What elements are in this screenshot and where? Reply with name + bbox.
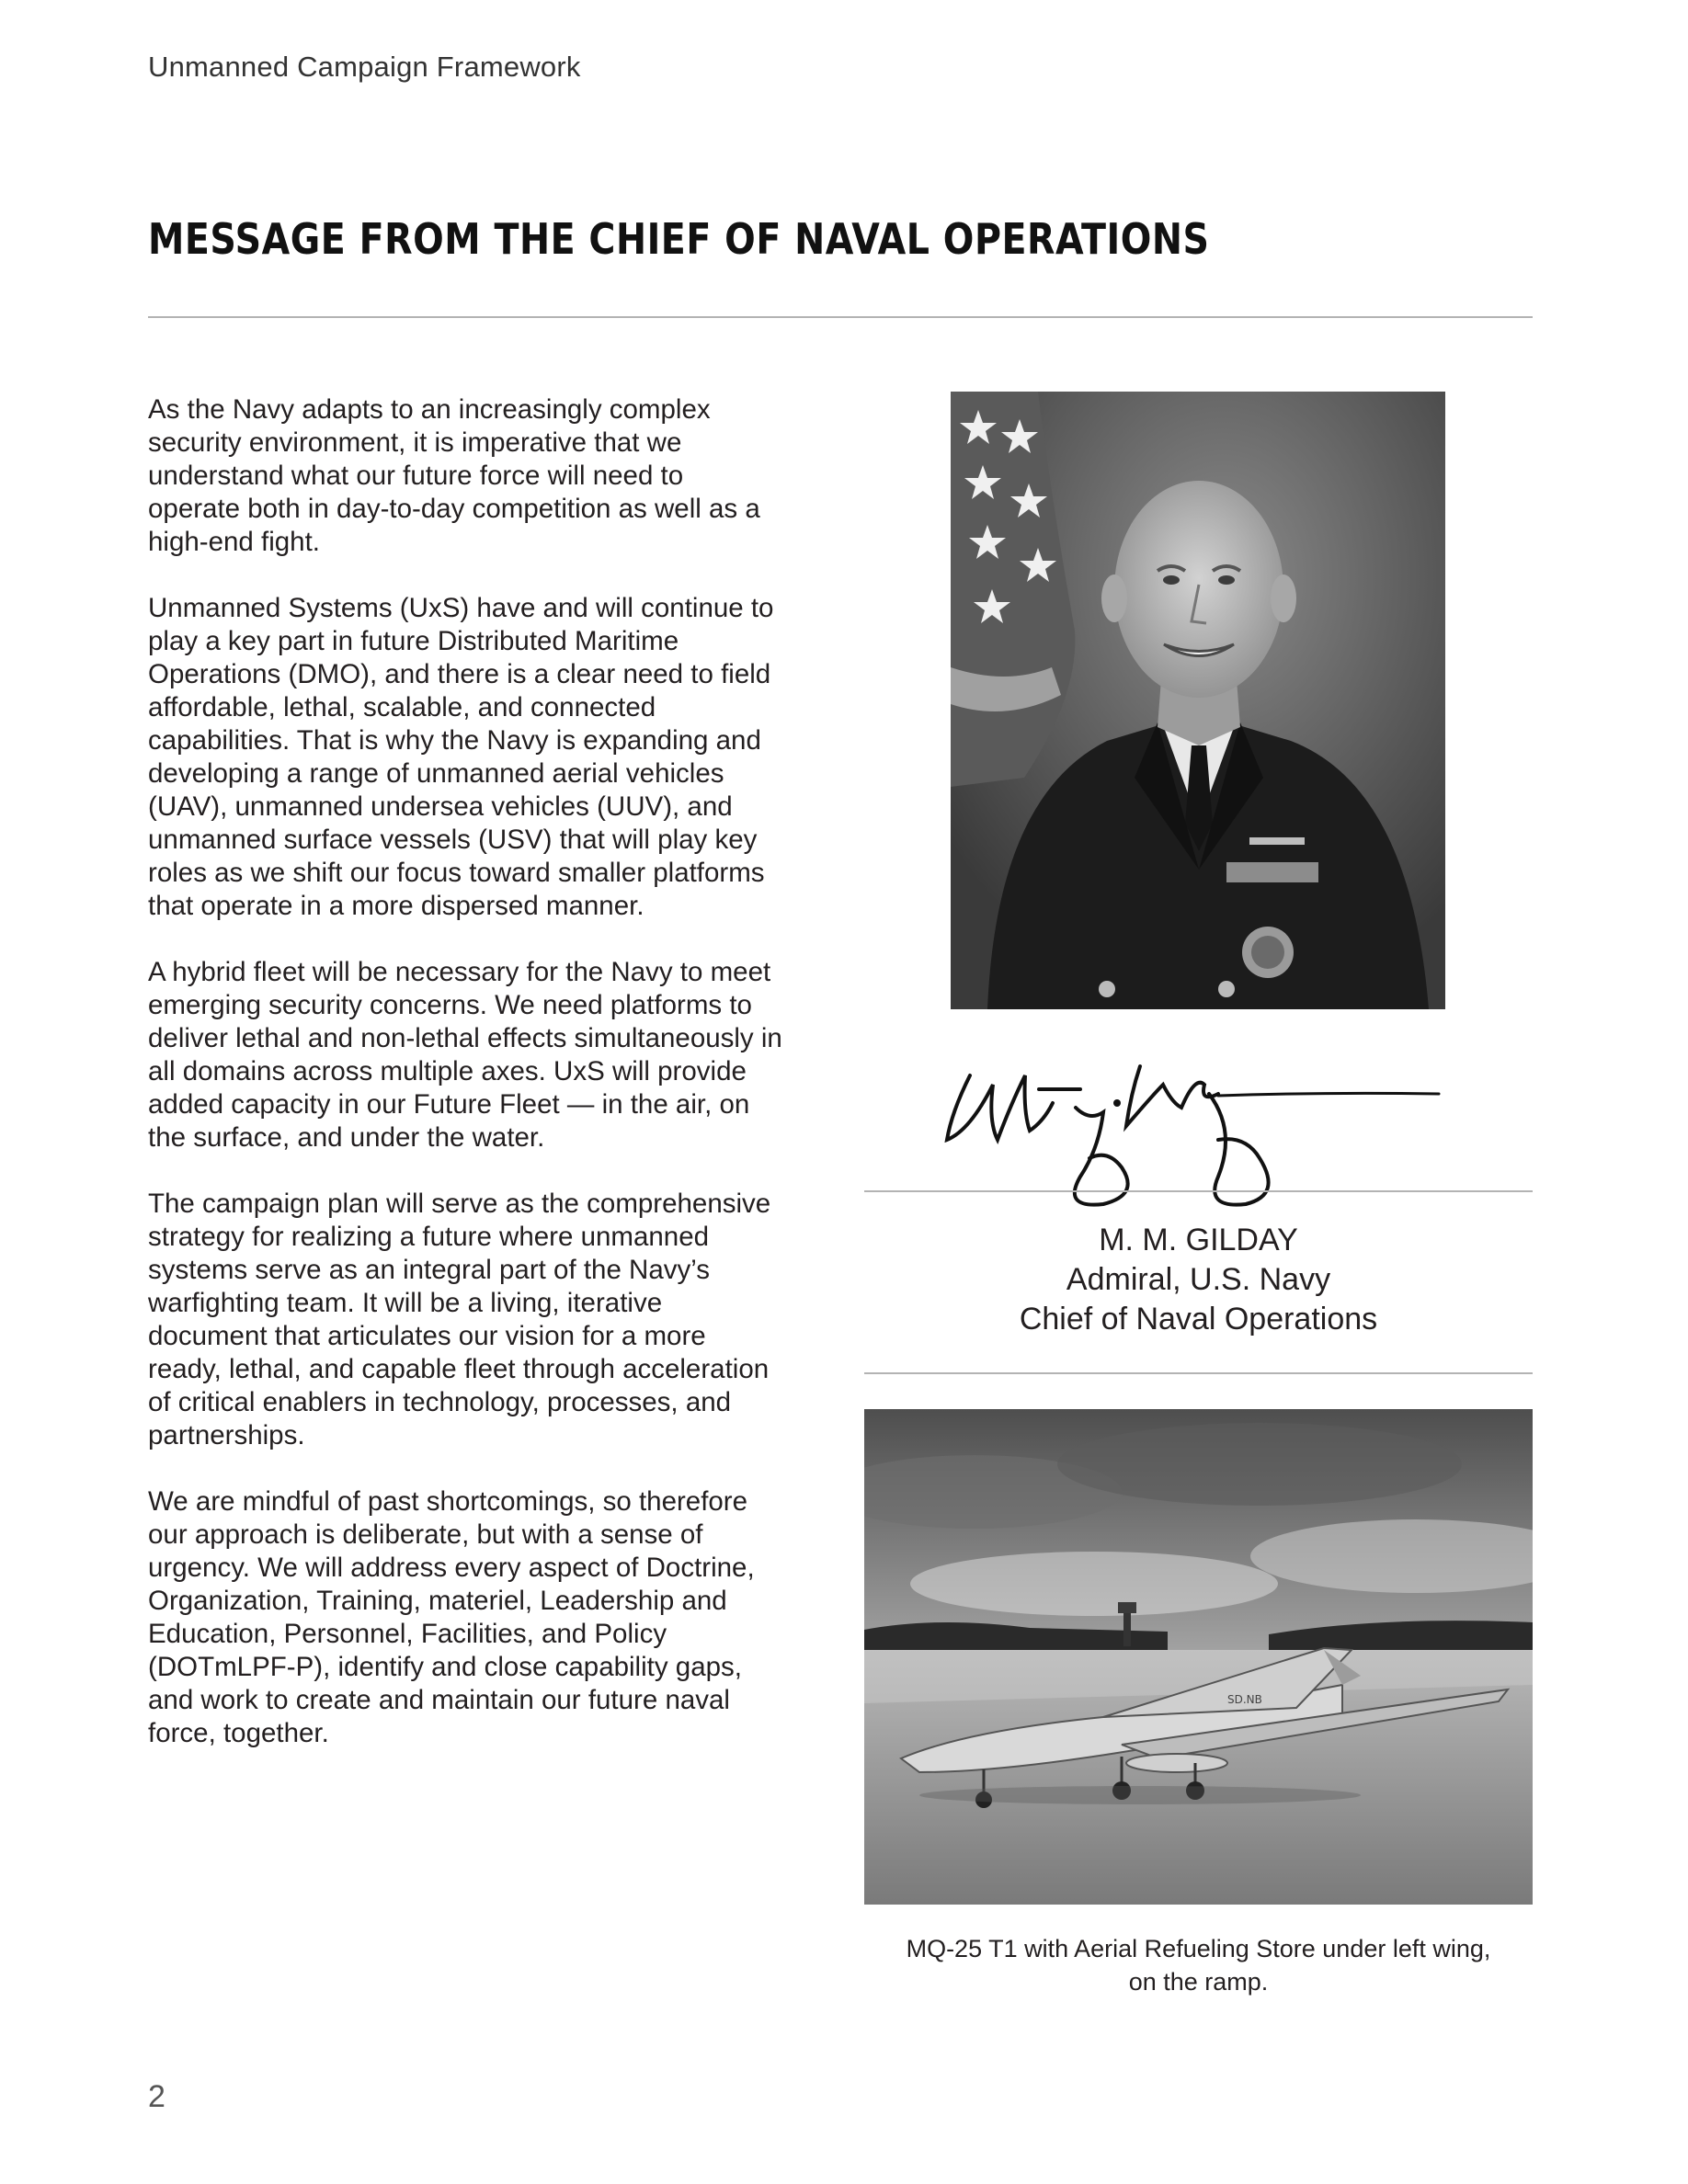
page-title: MESSAGE FROM THE CHIEF OF NAVAL OPERATIONS (148, 214, 1210, 264)
body-paragraph: We are mindful of past shortcomings, so therefore our approach is deliberate, but with a sense of urgency. We will address every aspect of Doctrine, Organization, Training, materiel, Leadership and Education, Personnel, Facilities, and Policy (DOTmLPF-P), identify and close capability gaps, and work to create and maintain our future naval force, together. (148, 1486, 755, 1748)
aircraft-marking: SD.NB (1227, 1693, 1262, 1706)
title-divider (148, 316, 1533, 318)
page-number: 2 (148, 2079, 165, 2114)
body-paragraph: Unmanned Systems (UxS) have and will continue to play a key part in future Distributed Maritime Operations (DMO), and there is a clear need to field affordable, lethal, scalable, and connected capabilities. That is why the Navy is expanding and developing a range of unmanned aerial vehicles (UAV), unmanned undersea vehicles (UUV), and unmanned surface vessels (USV) that will play key roles as we shift our focus toward smaller platforms that operate in a more dispersed manner. (148, 593, 774, 921)
running-header: Unmanned Campaign Framework (148, 51, 581, 83)
signatory-position: Chief of Naval Operations (1019, 1302, 1378, 1337)
section-divider (864, 1372, 1533, 1374)
message-body (148, 393, 782, 1783)
signatory-name: M. M. GILDAY (1099, 1223, 1298, 1257)
signature-graphic (942, 1039, 1448, 1213)
signatory-rank: Admiral, U.S. Navy (1066, 1262, 1331, 1297)
portrait-illustration (951, 392, 1445, 1009)
photo-caption: MQ-25 T1 with Aerial Refueling Store under left wing, on the ramp. (906, 1935, 1491, 1996)
body-paragraph: The campaign plan will serve as the comprehensive strategy for realizing a future where unmanned systems serve as an integral part of the Navy’s warfighting team. It will be a living, iterative document that articulates our vision for a more ready, lethal, and capable fleet through acceleration of critical enablers in technology, processes, and partnerships. (148, 1189, 771, 1450)
admiral-portrait-photo (951, 392, 1445, 1009)
body-paragraph: As the Navy adapts to an increasingly complex security environment, it is imperative that we understand what our future force will need to operate both in day-to-day competition as well as a high-end fight. (148, 394, 760, 557)
signature-divider (864, 1190, 1533, 1192)
signature-block (864, 1221, 1533, 1339)
mq25-aircraft-photo (864, 1409, 1533, 1905)
aircraft-illustration (864, 1409, 1533, 1905)
body-paragraph: A hybrid fleet will be necessary for the Navy to meet emerging security concerns. We need platforms to deliver lethal and non-lethal effects simultaneously in all domains across multiple axes. UxS will provide added capacity in our Future Fleet — in the air, on the surface, and under the water. (148, 957, 782, 1153)
